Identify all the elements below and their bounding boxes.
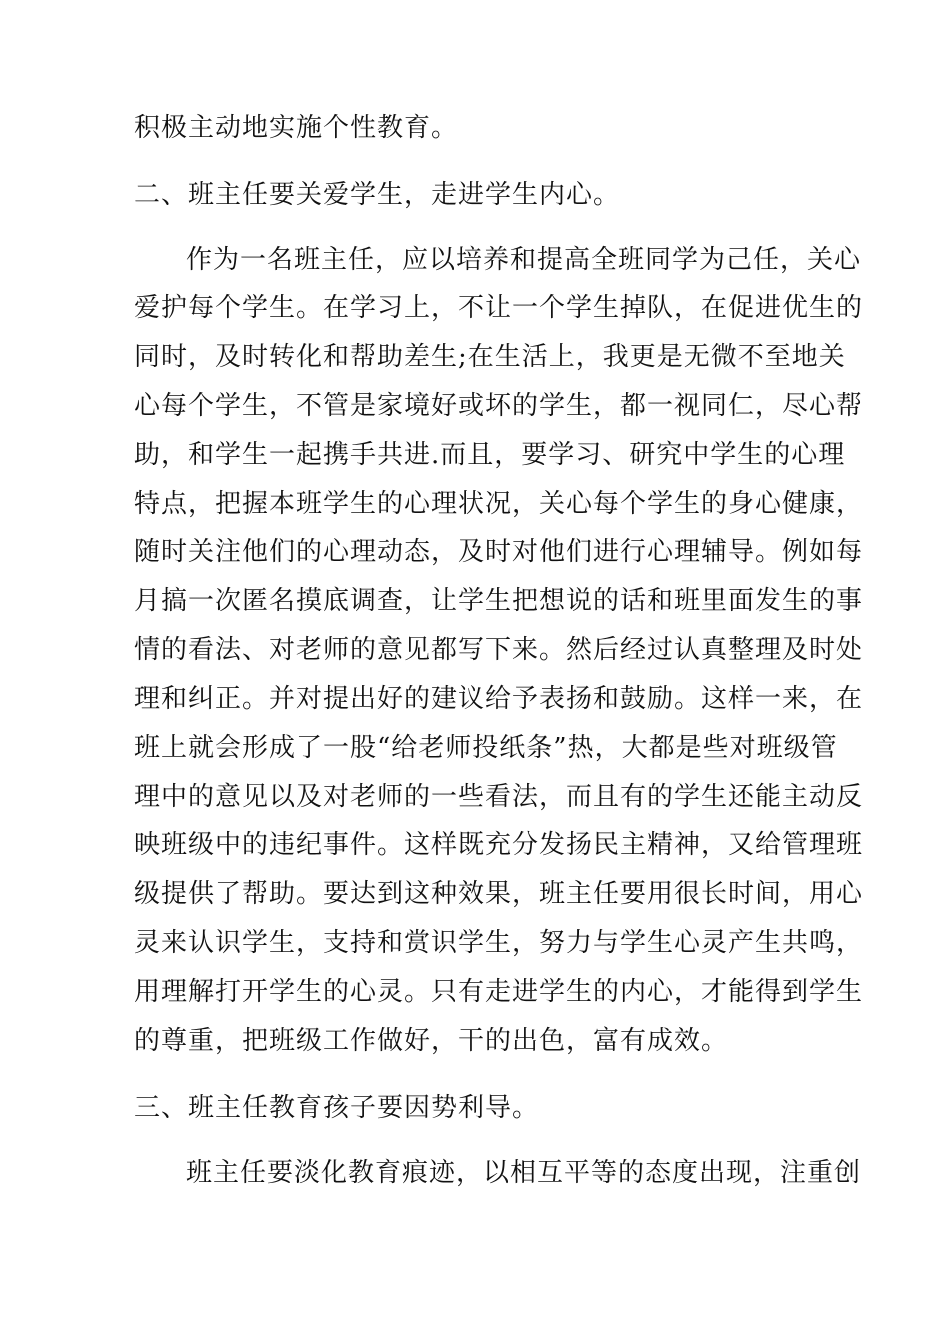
paragraph-line: 作为一名班主任，应以培养和提高全班同学为己任，关心 [186,245,862,275]
paragraph-line: 助，和学生一起携手共进.而且，要学习、研究中学生的心理 [134,440,846,470]
paragraph-line: 灵来认识学生，支持和赏识学生，努力与学生心灵产生共鸣， [134,928,864,958]
paragraph-line: 级提供了帮助。要达到这种效果，班主任要用很长时间，用心 [134,879,864,909]
paragraph-line: 月搞一次匿名摸底调查，让学生把想说的话和班里面发生的事 [134,586,864,616]
paragraph-line: 同时，及时转化和帮助差生;在生活上，我更是无微不至地关 [134,342,846,372]
paragraph-line: 用理解打开学生的心灵。只有走进学生的内心，才能得到学生 [134,977,864,1007]
section-heading-2: 二、班主任要关爱学生，走进学生内心。 [134,180,621,210]
section-heading-3: 三、班主任教育孩子要因势利导。 [134,1093,540,1123]
paragraph-line: 班上就会形成了一股“给老师投纸条”热，大都是些对班级管 [134,733,838,763]
paragraph-line: 班主任要淡化教育痕迹，以相互平等的态度出现，注重创 [186,1158,862,1188]
paragraph-line: 理和纠正。并对提出好的建议给予表扬和鼓励。这样一来，在 [134,684,864,714]
paragraph-line: 映班级中的违纪事件。这样既充分发扬民主精神，又给管理班 [134,830,864,860]
paragraph-line: 心每个学生，不管是家境好或坏的学生，都一视同仁，尽心帮 [134,391,864,421]
paragraph-line: 爱护每个学生。在学习上，不让一个学生掉队，在促进优生的 [134,293,864,323]
paragraph-line: 随时关注他们的心理动态，及时对他们进行心理辅导。例如每 [134,537,864,567]
paragraph-line: 积极主动地实施个性教育。 [134,113,459,143]
paragraph-line: 特点，把握本班学生的心理状况，关心每个学生的身心健康， [134,489,864,519]
paragraph-line: 的尊重，把班级工作做好，干的出色，富有成效。 [134,1026,729,1056]
paragraph-line: 情的看法、对老师的意见都写下来。然后经过认真整理及时处 [134,635,864,665]
paragraph-line: 理中的意见以及对老师的一些看法，而且有的学生还能主动反 [134,782,864,812]
